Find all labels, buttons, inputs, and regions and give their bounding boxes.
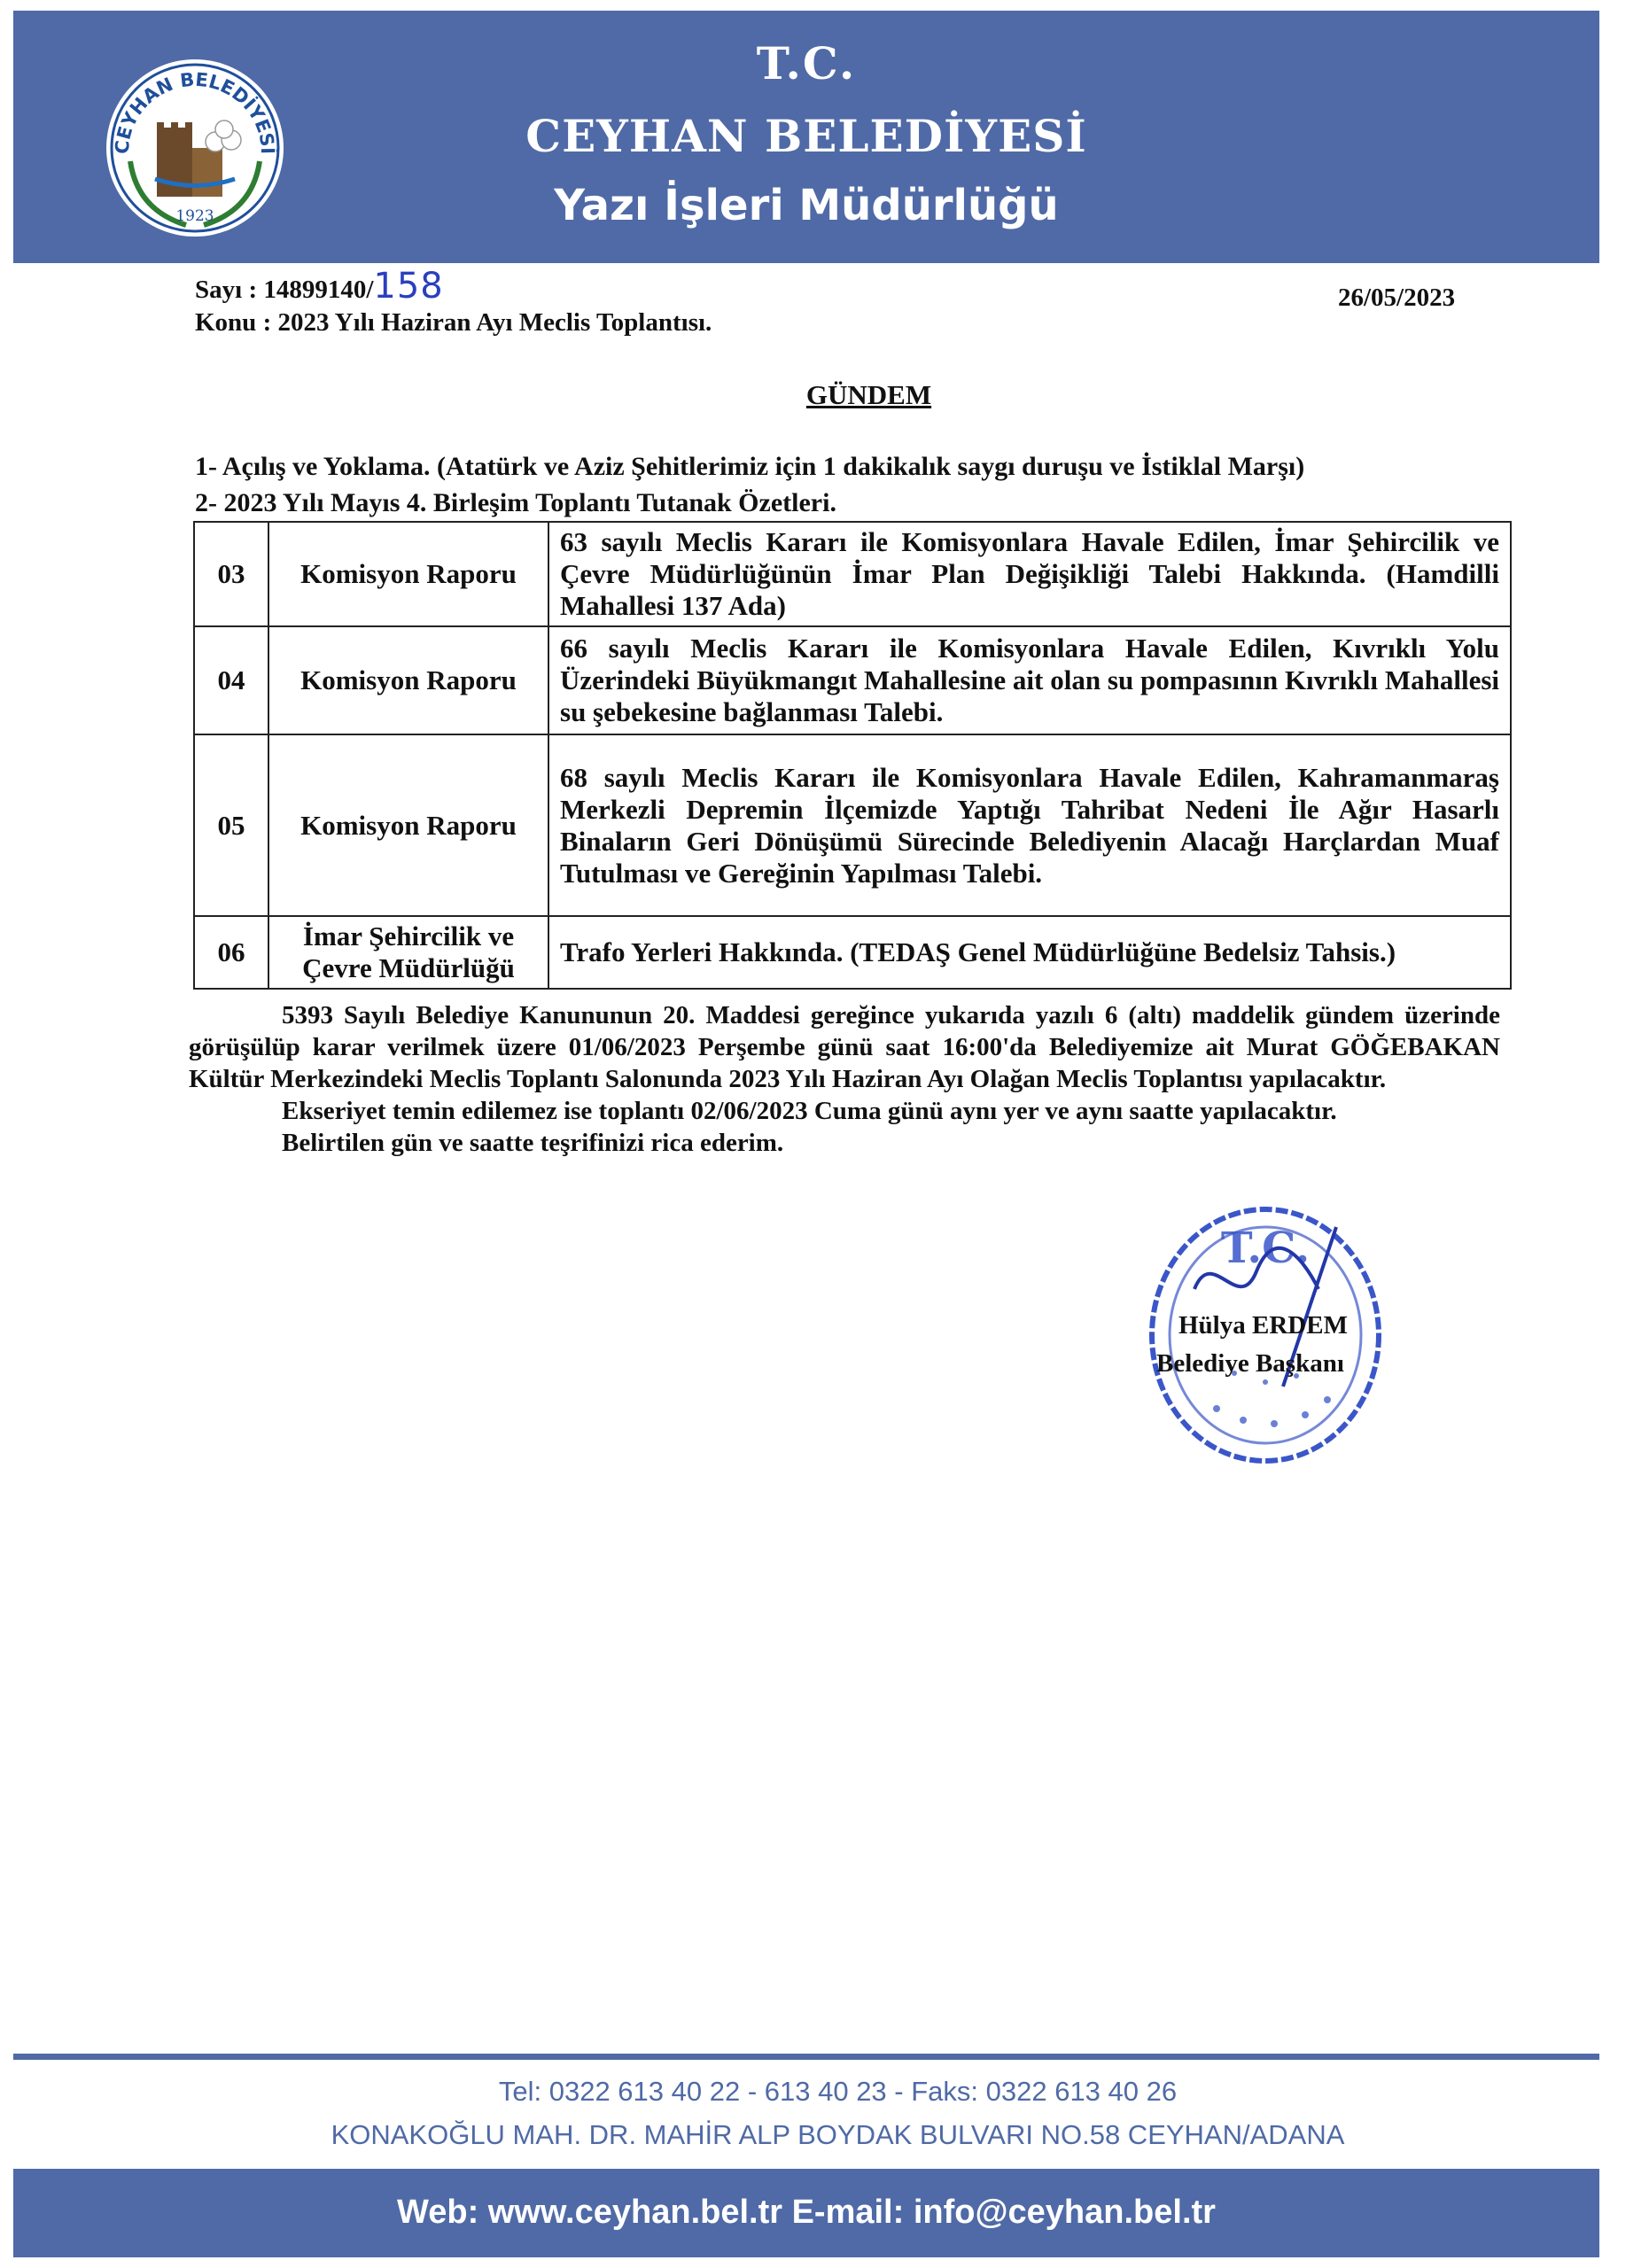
header-tc: T.C. <box>756 37 857 89</box>
footer-address: KONAKOĞLU MAH. DR. MAHİR ALP BOYDAK BULVARI NO.58 CEYHAN/ADANA <box>331 2119 1345 2150</box>
agenda-title: GÜNDEM <box>805 379 932 410</box>
letterhead-banner <box>13 11 1599 263</box>
table-row <box>194 522 1511 626</box>
footer-web-email: Web: www.ceyhan.bel.tr E-mail: info@ceyhan.bel.tr <box>397 2194 1216 2231</box>
logo-arc-text: CEYHAN BELEDİYESİ <box>111 68 279 155</box>
row-number: 04 <box>194 626 268 734</box>
body-paragraph-2: Ekseriyet temin edilemez ise toplantı 02/06/2023 Cuma günü aynı yer ve aynı saatte yapılacaktır. <box>282 1097 1337 1125</box>
body-paragraph-1: 5393 Sayılı Belediye Kanununun 20. Maddesi gereğince yukarıda yazılı 6 (altı) maddelik gündem üzerinde görüşülüp karar verilmek üzere 01/06/2023 Perşembe günü saat 16:00'da Belediyemize ait Murat GÖĞEBAKAN Kültür Merkezindeki Meclis Toplantı Salonunda 2023 Yılı Haziran Ayı Olağan Meclis Toplantısı yapılacaktır. <box>189 1001 1500 1093</box>
row-description: 66 sayılı Meclis Kararı ile Komisyonlara Havale Edilen, Kıvrıklı Yolu Üzerindeki Büyükmangıt Mahallesine ait olan su pompasının Kıvrıklı Mahallesi su şebekesine bağlanması Talebi. <box>548 626 1511 734</box>
footer-phone: Tel: 0322 613 40 22 - 613 40 23 - Faks: 0322 613 40 26 <box>498 2076 1178 2107</box>
sayi-label: Sayı <box>195 276 243 304</box>
signatory-title: Belediye Başkanı <box>1156 1349 1344 1378</box>
footer-banner <box>13 2169 1599 2257</box>
letter-body <box>189 999 1500 1159</box>
footer-rule <box>13 2054 1599 2060</box>
row-type: Komisyon Raporu <box>268 734 548 916</box>
agenda-item-1: 1- Açılış ve Yoklama. (Atatürk ve Aziz Şehitlerimiz için 1 dakikalık saygı duruşu ve İstiklal Marşı) <box>195 452 1305 481</box>
konu-label: Konu <box>195 308 257 337</box>
row-description: 63 sayılı Meclis Kararı ile Komisyonlara Havale Edilen, İmar Şehircilik ve Çevre Müdürlüğünün İmar Plan Değişikliği Talebi Hakkında. (Hamdilli Mahallesi 137 Ada) <box>548 522 1511 626</box>
table-row <box>194 916 1511 989</box>
row-number: 05 <box>194 734 268 916</box>
agenda-table <box>193 521 1512 990</box>
document-date: 26/05/2023 <box>1338 284 1456 312</box>
konu-line <box>195 308 712 338</box>
row-type: Komisyon Raporu <box>268 522 548 626</box>
logo-year: 1923 <box>175 207 214 225</box>
row-description: 68 sayılı Meclis Kararı ile Komisyonlara Havale Edilen, Kahramanmaraş Merkezli Depremin İlçemizde Yaptığı Tahribat Nedeni İle Ağır Hasarlı Binaların Geri Dönüşümü Sürecinde Belediyenin Alacağı Harçlardan Muaf Tutulması ve Gereğinin Yapılması Talebi. <box>548 734 1511 916</box>
row-description: Trafo Yerleri Hakkında. (TEDAŞ Genel Müdürlüğüne Bedelsiz Tahsis.) <box>548 916 1511 989</box>
row-type: Komisyon Raporu <box>268 626 548 734</box>
table-row <box>194 734 1511 916</box>
header-municipality: CEYHAN BELEDİYESİ <box>525 110 1087 162</box>
table-row <box>194 626 1511 734</box>
sayi-line <box>195 266 444 307</box>
agenda-item-2: 2- 2023 Yılı Mayıs 4. Birleşim Toplantı Tutanak Özetleri. <box>195 488 836 517</box>
header-department: Yazı İşleri Müdürlüğü <box>554 181 1059 230</box>
sayi-handwritten: 158 <box>373 266 444 307</box>
sayi-value: : 14899140/ <box>248 276 374 304</box>
body-paragraph-3: Belirtilen gün ve saatte teşrifinizi rica ederim. <box>282 1129 784 1157</box>
row-type: İmar Şehircilik ve Çevre Müdürlüğü <box>268 916 548 989</box>
row-number: 06 <box>194 916 268 989</box>
row-number: 03 <box>194 522 268 626</box>
signatory-name: Hülya ERDEM <box>1178 1311 1348 1340</box>
konu-value: : 2023 Yılı Haziran Ayı Meclis Toplantısı. <box>262 308 712 337</box>
stamp-text: T.C. <box>1220 1223 1311 1273</box>
